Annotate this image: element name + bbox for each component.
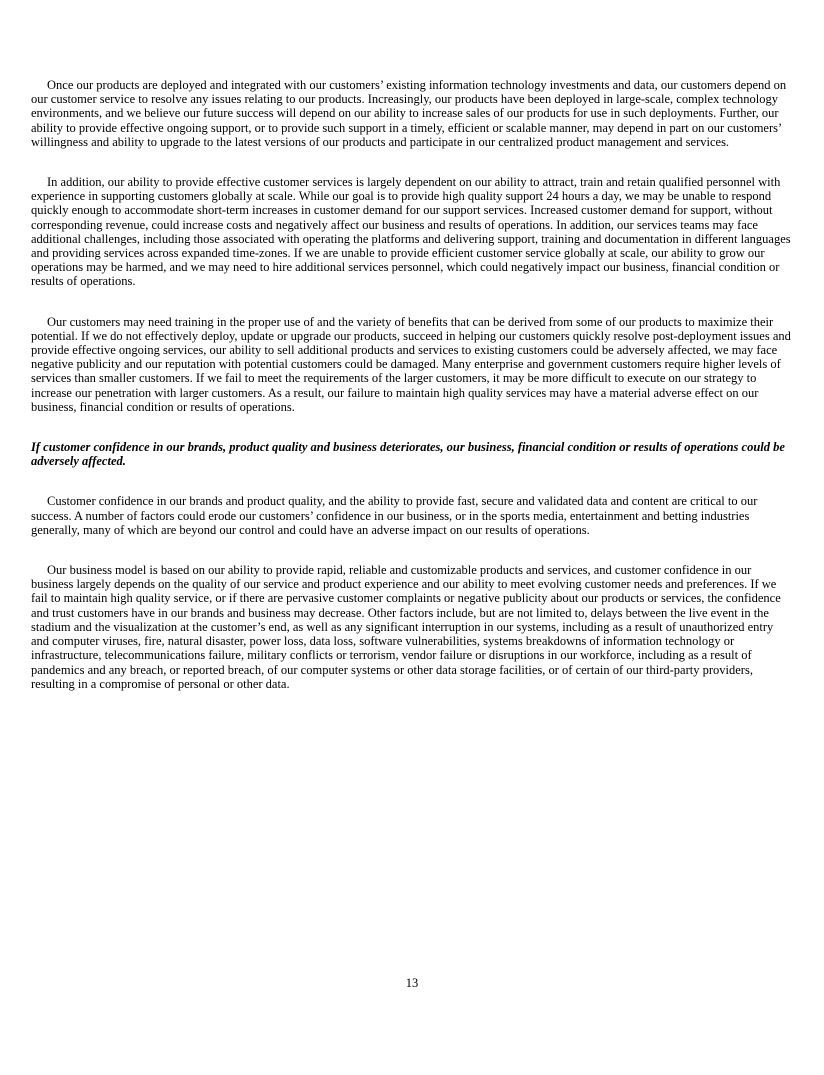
paragraph-customer-service-dependence: Once our products are deployed and integrated with our customers’ existing information technology investments and data, our customers depend on our customer service to resolve any issues relating to our products. Increasingly, our products have been deployed in large-scale, complex technology environments, and we believe our future success will depend on our ability to increase sales of our products for use in such deployments. Further, our ability to provide effective ongoing support, or to provide such support in a timely, efficient or scalable manner, may depend in part on our customers’ willingness and ability to upgrade to the latest versions of our products and participate in our centralized product management and services.: [31, 78, 787, 149]
paragraph-business-model-reliability: Our business model is based on our ability to provide rapid, reliable and customizable products and services, and customer confidence in our business largely depends on the quality of our service and product experience and our ability to meet evolving customer needs and preferences. If we fail to maintain high quality service, or if there are pervasive customer complaints or negative publicity about our products or services, the confidence and trust customers have in our brands and business may decrease. Other factors include, but are not limited to, delays between the live event in the stadium and the visualization at the customer’s end, as well as any significant interruption in our systems, including as a result of unauthorized entry and computer viruses, fire, natural disaster, power loss, data loss, software vulnerabilities, systems breakdowns of information technology or infrastructure, telecommunications failure, military conflicts or terrorism, vendor failure or disruptions in our workforce, including as a result of pandemics and any breach, or reported breach, of our computer systems or other data storage facilities, or of certain of our third-party providers, resulting in a compromise of personal or other data.: [31, 563, 781, 691]
document-content: [31, 78, 792, 717]
page-number: 13: [405, 976, 419, 990]
paragraph-brand-confidence-factors: Customer confidence in our brands and product quality, and the ability to provide fast, secure and validated data and content are critical to our success. A number of factors could erode our customers’ confidence in our business, or in the sports media, entertainment and betting industries generally, many of which are beyond our control and could have an adverse impact on our results of operations.: [31, 494, 758, 537]
paragraph-support-personnel-scaling: In addition, our ability to provide effective customer services is largely dependent on our ability to attract, train and retain qualified personnel with experience in supporting customers globally at scale. While our goal is to provide high quality support 24 hours a day, we may be unable to respond quickly enough to accommodate short-term increases in customer demand for our support services. Increased customer demand for support, without corresponding revenue, could increase costs and negatively affect our business and results of operations. In addition, our services teams may face additional challenges, including those associated with operating the platforms and delivering support, training and documentation in different languages and providing services across expanded time-zones. If we are unable to provide efficient customer service globally at scale, our ability to grow our operations may be harmed, and we may need to hire additional services personnel, which could negatively impact our business, financial condition or results of operations.: [31, 175, 791, 289]
risk-factor-heading-customer-confidence: If customer confidence in our brands, product quality and business deteriorates, our business, financial condition or results of operations could be adversely affected.: [31, 440, 785, 469]
paragraph-customer-training-quality: Our customers may need training in the proper use of and the variety of benefits that can be derived from some of our products to maximize their potential. If we do not effectively deploy, update or upgrade our products, succeed in helping our customers quickly resolve post-deployment issues and provide effective ongoing services, our ability to sell additional products and services to existing customers could be adversely affected, we may face negative publicity and our reputation with potential customers could be damaged. Many enterprise and government customers require higher levels of services than smaller customers. If we fail to meet the requirements of the larger customers, it may be more difficult to execute on our strategy to increase our penetration with larger customers. As a result, our failure to maintain high quality services may have a material adverse effect on our business, financial condition or results of operations.: [31, 314, 791, 414]
